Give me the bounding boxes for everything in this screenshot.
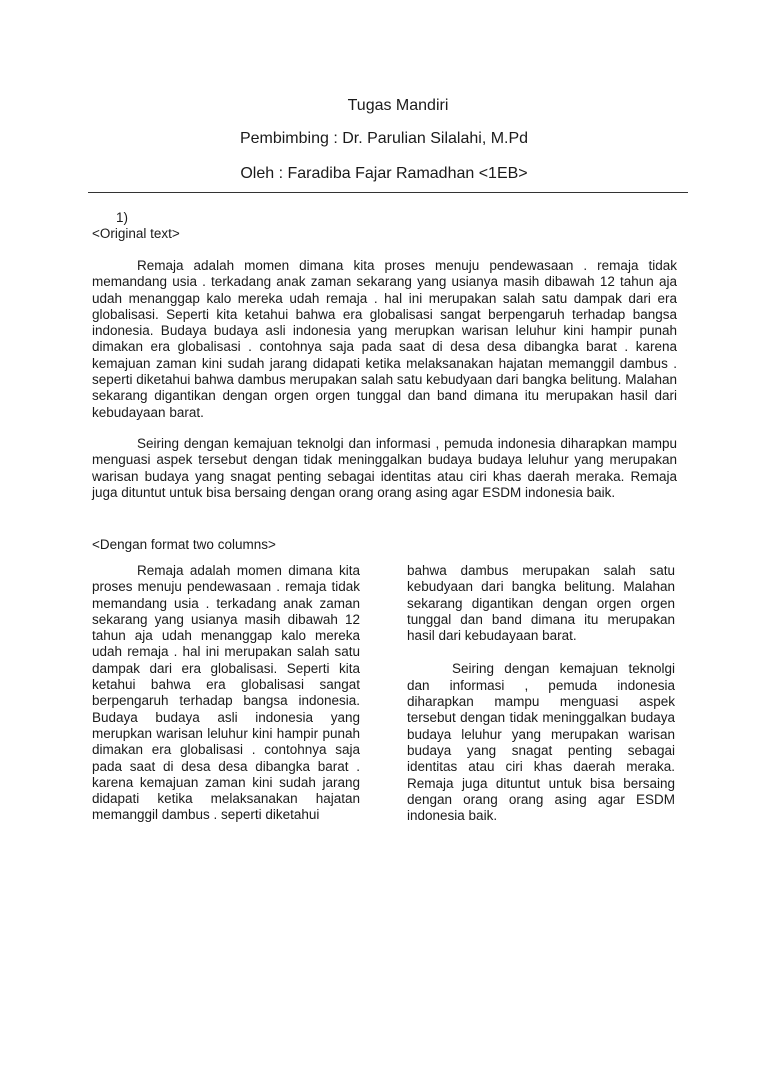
document-title: Tugas Mandiri — [347, 97, 449, 114]
original-paragraph-1 — [92, 258, 677, 421]
right-column — [407, 563, 675, 824]
section-number: 1) — [116, 210, 129, 225]
author-line: Oleh : Faradiba Fajar Ramadhan <1EB> — [240, 165, 528, 182]
right-column-paragraph-2: Seiring dengan kemajuan teknolgi dan informasi , pemuda indonesia diharapkan mampu menguasi aspek tersebut dengan tidak meninggalkan budaya budaya leluhur yang merupakan warisan budaya yang snagat penting sebagai identitas atau ciri khas daerah meraka. Remaja juga dituntut untuk bisa bersaing dengan orang orang asing agar ESDM indonesia baik. — [407, 661, 675, 824]
right-column-continuation: bahwa dambus merupakan salah satu kebudyaan dari bangka belitung. Malahan sekarang digantikan dengan orgen orgen tunggal dan band dimana itu merupakan hasil dari kebudayaan barat. — [407, 563, 675, 644]
original-paragraph-2 — [92, 436, 677, 501]
two-columns-label: <Dengan format two columns> — [92, 537, 276, 552]
left-column — [92, 563, 360, 824]
supervisor-line: Pembimbing : Dr. Parulian Silalahi, M.Pd — [239, 130, 529, 147]
original-text-label: <Original text> — [92, 226, 180, 241]
paragraph-text: Remaja adalah momen dimana kita proses menuju pendewasaan . remaja tidak memandang usia . terkadang anak zaman sekarang yang usianya masih dibawah 12 tahun aja udah menanggap kalo mereka udah remaja . hal ini merupakan salah satu dampak dari era globalisasi. Seperti kita ketahui bahwa era globalisasi sangat berpengaruh terhadap bangsa indonesia. Budaya budaya asli indonesia yang merupkan warisan leluhur kini hampir punah dimakan era globalisasi . contohnya saja pada saat di desa desa dibangka barat . karena kemajuan zaman kini sudah jarang didapati ketika melaksanakan hajatan memanggil dambus . seperti diketahui bahwa dambus merupakan salah satu kebudyaan dari bangka belitung. Malahan sekarang digantikan dengan orgen orgen tunggal dan band dimana itu merupakan hasil dari kebudayaan barat. — [92, 258, 677, 420]
paragraph-text: Seiring dengan kemajuan teknolgi dan informasi , pemuda indonesia diharapkan mampu menguasi aspek tersebut dengan tidak meninggalkan budaya budaya leluhur yang merupakan warisan budaya yang snagat penting sebagai identitas atau ciri khas daerah meraka. Remaja juga dituntut untuk bisa bersaing dengan orang orang asing agar ESDM indonesia baik. — [92, 436, 677, 500]
left-column-text: Remaja adalah momen dimana kita proses menuju pendewasaan . remaja tidak memandang usia . terkadang anak zaman sekarang yang usianya masih dibawah 12 tahun aja udah menanggap kalo mereka udah remaja . hal ini merupakan salah satu dampak dari era globalisasi. Seperti kita ketahui bahwa era globalisasi sangat berpengaruh terhadap bangsa indonesia. Budaya budaya asli indonesia yang merupkan warisan leluhur kini hampir punah dimakan era globalisasi . contohnya saja pada saat di desa desa dibangka barat . karena kemajuan zaman kini sudah jarang didapati ketika melaksanakan hajatan memanggil dambus . seperti diketahui — [92, 563, 360, 823]
header-divider — [88, 192, 688, 193]
